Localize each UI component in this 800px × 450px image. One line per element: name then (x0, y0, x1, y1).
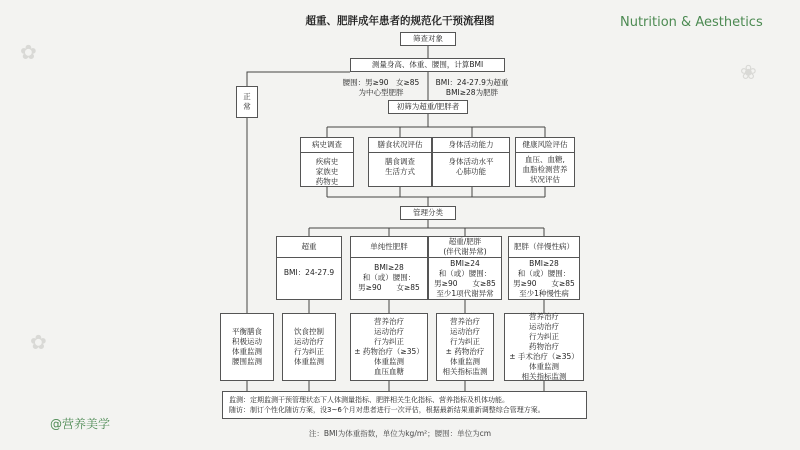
cat-simple-obesity (350, 236, 428, 300)
eval-activity (432, 137, 510, 187)
decor-icon: ❀ (740, 60, 757, 84)
outcome-simple-obesity: 营养治疗 运动治疗 行为纠正 ± 药物治疗（≥35） 体重监测 血压血糖 (350, 313, 428, 381)
cat-simple-obesity-body: BMI≥28 和（或）腰围： 男≥90 女≥85 (358, 263, 420, 292)
eval-risk (515, 137, 575, 187)
cat-metabolic (428, 236, 502, 300)
cat-chronic-body: BMI≥28 和（或）腰围： 男≥90 女≥85 至少1种慢性病 (513, 259, 575, 298)
cat-chronic (508, 236, 580, 300)
cat-overweight-body: BMI：24-27.9 (283, 268, 335, 277)
cat-metabolic-title: 超重/肥胖 (伴代谢异常) (429, 237, 501, 258)
waist-note: 腰围：男≥90 女≥85 为中心型肥胖 (342, 78, 420, 97)
eval-history-title: 病史调查 (301, 138, 353, 153)
eval-risk-body: 血压、血糖, 血脂检测营养 状况评估 (522, 155, 568, 184)
node-prelim: 初筛为超重/肥胖者 (388, 100, 468, 114)
outcome-normal: 平衡膳食 积极运动 体重监测 腰围监测 (220, 313, 274, 381)
eval-diet (368, 137, 432, 187)
eval-history (300, 137, 354, 187)
monitor-box: 监测：定期监测干预管理状态下人体测量指标、肥胖相关生化指标、营养指标及机体功能。 随访：制订个性化随访方案，没3~6个月对患者进行一次评估，根据最新结果重新调整综合管理方案。 (222, 391, 587, 419)
cat-simple-obesity-title: 单纯性肥胖 (351, 237, 427, 258)
brand-bottom: @营养美学 (50, 417, 111, 431)
diagram-title: 超重、肥胖成年患者的规范化干预流程图 (305, 15, 495, 27)
outcome-metabolic: 营养治疗 运动治疗 行为纠正 ± 药物治疗 体重监测 相关指标监测 (436, 313, 494, 381)
cat-overweight-title: 超重 (277, 237, 341, 258)
eval-diet-title: 膳食状况评估 (369, 138, 431, 153)
outcome-chronic: 营养治疗 运动治疗 行为纠正 药物治疗 ± 手术治疗（≥35） 体重监测 相关指标监测 (504, 313, 584, 381)
footnote: 注：BMI为体重指数，单位为kg/m²；腰围：单位为cm (308, 429, 492, 438)
node-normal: 正 常 (236, 86, 258, 118)
eval-activity-body: 身体活动水平 心肺功能 (448, 157, 494, 176)
cat-metabolic-body: BMI≥24 和（或）腰围： 男≥90 女≥85 至少1项代谢异常 (434, 259, 496, 298)
bmi-note: BMI：24-27.9为超重 BMI≥28为肥胖 (435, 78, 509, 97)
cat-overweight (276, 236, 342, 300)
decor-icon: ✿ (20, 40, 37, 64)
decor-icon: ✿ (30, 330, 47, 354)
eval-history-body: 疾病史 家族史 药物史 (315, 157, 339, 186)
eval-risk-title: 健康风险评估 (516, 138, 574, 153)
cat-chronic-title: 肥胖（伴慢性病） (509, 237, 579, 258)
node-screen: 筛查对象 (400, 32, 456, 46)
node-classify: 管理分类 (400, 206, 456, 220)
node-measure: 测量身高、体重、腰围，计算BMI (350, 58, 505, 72)
eval-activity-title: 身体活动能力 (433, 138, 509, 153)
brand-top: Nutrition & Aesthetics (620, 15, 763, 30)
outcome-overweight: 饮食控制 运动治疗 行为纠正 体重监测 (282, 313, 336, 381)
eval-diet-body: 膳食调查 生活方式 (385, 157, 415, 176)
